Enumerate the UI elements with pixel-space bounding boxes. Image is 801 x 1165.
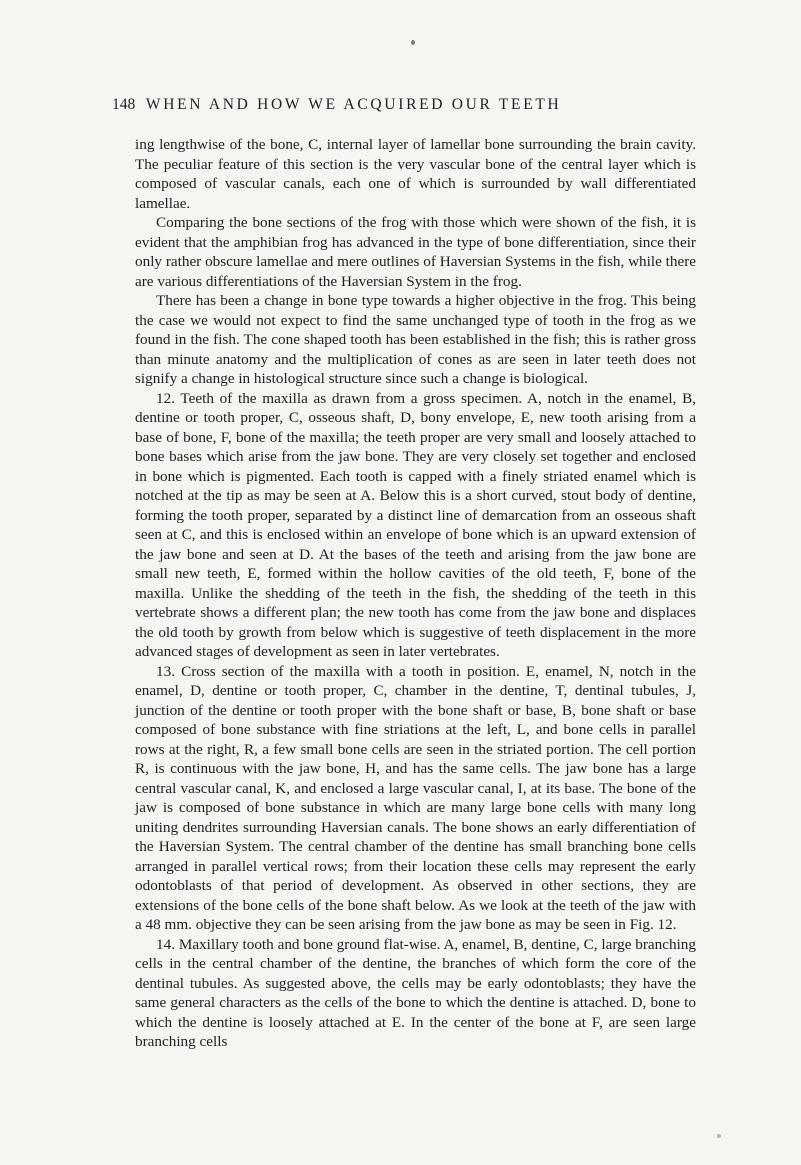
paragraph: ing lengthwise of the bone, C, internal layer of lamellar bone surrounding the brain cavity. The peculiar feature of this section is the very vascular bone of the central layer which is composed of vascular canals, each one of which is surrounded by wall differentiated lamellae. [135, 136, 696, 212]
page-header [112, 93, 712, 117]
paragraph: There has been a change in bone type towards a higher objective in the frog. This being the case we would not expect to find the same unchanged type of tooth in the frog as we found in the fish. The cone shaped tooth has been established in the fish; this is rather gross than minute anatomy and the multiplication of cones as are seen in later teeth does not signify a change in histological structure since such a change is biological. [135, 292, 696, 387]
page-number: 148 [112, 96, 136, 113]
paragraph: 13. Cross section of the maxilla with a tooth in position. E, enamel, N, notch in the enamel, D, dentine or tooth proper, C, chamber in the dentine, T, dentinal tubules, J, junction of the dentine or tooth proper with the bone shaft or base, B, bone shaft or base composed of bone substance with fine striations at the left, L, and bone cells in parallel rows at the right, R, a few small bone cells are seen in the striated portion. The cell portion R, is continuous with the jaw bone, H, and has the same cells. The jaw bone has a large central vascular canal, K, and enclosed a large vascular canal, I, at its base. The bone of the jaw is composed of bone substance in which are many large bone cells with many long uniting dendrites surrounding Haversian canals. The bone shows an early differentiation of the Haversian System. The central chamber of the dentine has small branching bone cells arranged in parallel vertical rows; from their location these cells may represent the early odontoblasts of that period of development. As observed in other sections, they are extensions of the bone cells of the bone shaft below. As we look at the teeth of the jaw with a 48 mm. objective they can be seen arising from the jaw bone as may be seen in Fig. 12. [135, 662, 696, 933]
body-text [135, 135, 696, 1052]
scan-speck [717, 1134, 721, 1138]
running-head: WHEN AND HOW WE ACQUIRED OUR TEETH [145, 96, 562, 113]
paragraph: 12. Teeth of the maxilla as drawn from a gross specimen. A, notch in the enamel, B, dentine or tooth proper, C, osseous shaft, D, bony envelope, E, new tooth arising from a base of bone, F, bone of the maxilla; the teeth proper are very small and loosely attached to bone bases which arise from the jaw bone. They are very closely set together and enclosed in bone which is pigmented. Each tooth is capped with a finely striated enamel which is notched at the tip as may be seen at A. Below this is a short curved, stout body of dentine, forming the tooth proper, separated by a distinct line of demarcation from an osseous shaft seen at C, and this is enclosed within an envelope of bone which is an upward extension of the jaw bone and seen at D. At the bases of the teeth and arising from the jaw bone are small new teeth, E, formed within the hollow cavities of the old teeth, F, bone of the maxilla. Unlike the shedding of the teeth in the fish, the shedding of the teeth in this vertebrate shows a different plan; the new tooth has come from the jaw bone and displaces the old tooth by growth from below which is suggestive of teeth displacement in the more advanced stages of development as seen in later vertebrates. [135, 389, 696, 660]
paragraph: Comparing the bone sections of the frog with those which were shown of the fish, it is evident that the amphibian frog has advanced in the type of bone differentiation, since their only rather obscure lamellae and mere outlines of Haversian Systems in the fish, while there are various differentiations of the Haversian System in the frog. [135, 214, 696, 290]
paragraph: 14. Maxillary tooth and bone ground flat-wise. A, enamel, B, dentine, C, large branching cells in the central chamber of the dentine, the branches of which form the core of the dentinal tubules. As suggested above, the cells may be early odontoblasts; they have the same general characters as the cells of the bone to which the dentine is attached. D, bone to which the dentine is loosely attached at E. In the center of the bone at F, are seen large branching cells [135, 935, 696, 1050]
scan-speck [411, 40, 415, 45]
